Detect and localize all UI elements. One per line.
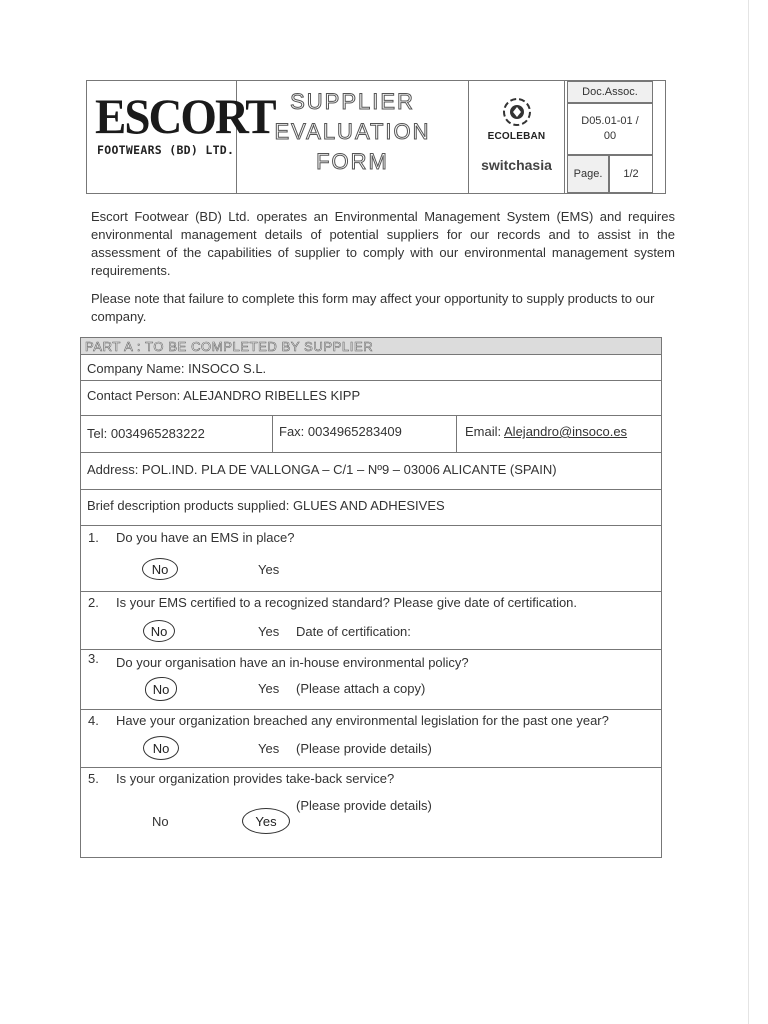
answer-yes[interactable]: Yes xyxy=(258,681,280,696)
question-text: Is your EMS certified to a recognized standard? Please give date of certification. xyxy=(116,595,578,610)
ecoleban-label: ECOLEBAN xyxy=(487,131,546,142)
address-row xyxy=(81,453,661,490)
notice-paragraph: Please note that failure to complete this form may affect your opportunity to supply products to our company. xyxy=(91,291,655,324)
question-text: Have your organization breached any environmental legislation for the past one year? xyxy=(116,713,609,728)
part-a-heading: PART A : TO BE COMPLETED BY SUPPLIER xyxy=(81,338,661,355)
intro-paragraph: Escort Footwear (BD) Ltd. operates an Environmental Management System (EMS) and requires environmental management details of potential suppliers for our records and to assist in the assessment of the capabilities of supplier to comply with our environmental management system requirements. xyxy=(91,209,675,278)
question-row-4 xyxy=(81,710,661,768)
products-field[interactable]: Brief description products supplied: GLUES AND ADHESIVES xyxy=(87,498,445,513)
question-text: Do you have an EMS in place? xyxy=(116,530,295,545)
page-value: 1/2 xyxy=(609,155,653,193)
company-name-field[interactable]: Company Name: INSOCO S.L. xyxy=(87,361,267,376)
title-line-1: SUPPLIER xyxy=(290,89,415,114)
form-header xyxy=(86,80,666,194)
company-name-row xyxy=(81,355,661,381)
logo-subtitle: FOOTWEARS (BD) LTD. xyxy=(97,143,235,157)
logo-cell xyxy=(87,81,275,193)
tel-field[interactable]: Tel: 0034965283222 xyxy=(87,426,205,441)
question-number: 3. xyxy=(88,651,99,666)
email-label: Email: xyxy=(465,424,505,439)
answer-no-circled[interactable]: No xyxy=(143,620,175,642)
answer-yes[interactable]: Yes xyxy=(258,741,280,756)
contact-person-field[interactable]: Contact Person: ALEJANDRO RIBELLES KIPP xyxy=(87,388,361,403)
partner-cell xyxy=(469,81,565,193)
question-number: 1. xyxy=(88,530,99,545)
title-line-2: EVALUATION xyxy=(274,119,431,144)
question-number: 2. xyxy=(88,595,99,610)
question-row-5 xyxy=(81,768,661,858)
address-field[interactable]: Address: POL.IND. PLA DE VALLONGA – C/1 – Nº9 – 03006 ALICANTE (SPAIN) xyxy=(87,462,557,477)
certification-date-field[interactable]: Date of certification: xyxy=(296,624,411,639)
contact-divider-2 xyxy=(456,416,457,453)
question-row-1 xyxy=(81,526,661,592)
escort-logo xyxy=(95,89,275,157)
question-note: (Please attach a copy) xyxy=(296,681,426,696)
logo-wordmark: ESCORT xyxy=(95,89,275,145)
page-edge xyxy=(748,0,749,1024)
answer-no-circled[interactable]: No xyxy=(143,736,179,760)
answer-yes[interactable]: Yes xyxy=(258,624,280,639)
answer-no-circled[interactable]: No xyxy=(145,677,177,701)
email-link[interactable]: Alejandro@insoco.es xyxy=(504,424,628,439)
page-label: Page. xyxy=(567,155,609,193)
question-note: (Please provide details) xyxy=(296,741,432,756)
answer-no[interactable]: No xyxy=(152,814,169,829)
question-number: 4. xyxy=(88,713,99,728)
products-row xyxy=(81,490,661,526)
contact-details-row xyxy=(81,416,661,453)
answer-no-circled[interactable]: No xyxy=(142,558,178,580)
email-field[interactable] xyxy=(465,424,627,439)
question-text: Do your organisation have an in-house environmental policy? xyxy=(116,655,469,670)
supplier-form xyxy=(80,337,662,858)
question-note: (Please provide details) xyxy=(296,798,432,813)
answer-yes-circled[interactable]: Yes xyxy=(242,808,290,834)
contact-person-row xyxy=(81,381,661,416)
contact-divider-1 xyxy=(272,416,273,453)
question-row-3 xyxy=(81,650,661,710)
doc-assoc-value: D05.01-01 / 00 xyxy=(567,103,653,155)
fax-field[interactable]: Fax: 0034965283409 xyxy=(279,424,402,439)
answer-yes[interactable]: Yes xyxy=(258,562,280,577)
ecoleban-logo-icon xyxy=(497,95,537,129)
title-line-3: FORM xyxy=(316,149,389,174)
question-row-2 xyxy=(81,592,661,650)
question-text: Is your organization provides take-back service? xyxy=(116,771,395,786)
title-cell xyxy=(237,81,469,193)
question-number: 5. xyxy=(88,771,99,786)
switchasia-label: switchasia xyxy=(481,157,552,173)
doc-assoc-label: Doc.Assoc. xyxy=(567,81,653,103)
